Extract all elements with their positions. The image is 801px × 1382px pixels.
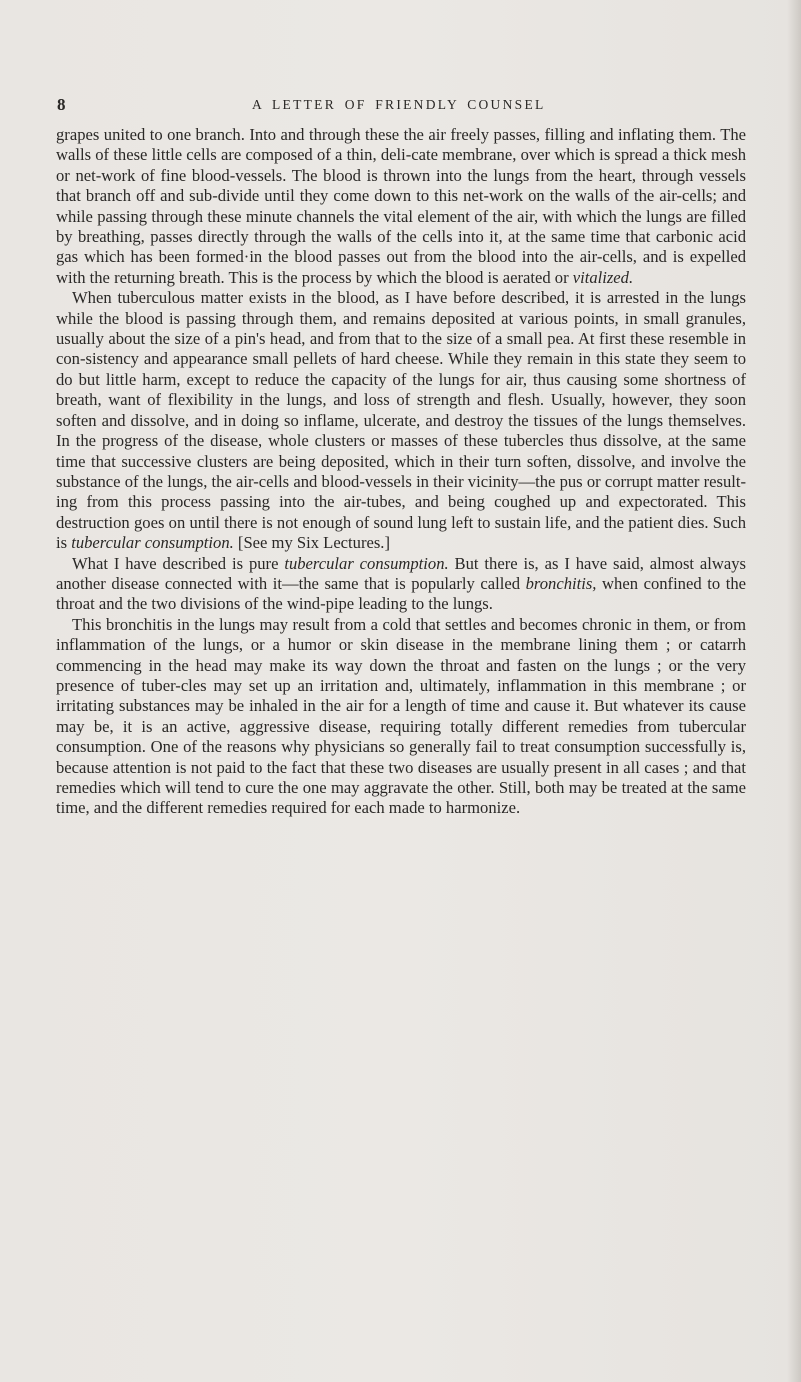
page-number: 8 (57, 95, 66, 114)
running-title: A LETTER OF FRIENDLY COUNSEL (252, 97, 546, 112)
page-header (57, 95, 747, 119)
paragraph-4: This bronchitis in the lungs may result from a cold that settles and becomes chronic in them, or from inflammation of the lungs, or a humor or skin disease in the membrane lining them ; or catarrh commencing in the head may make its way down the throat and fasten on the lungs ; or the very presence of tuber-cles may set up an irritation and, ultimately, inflammation in this membrane ; or irritating substances may be inhaled in the air for a length of time and cause it. But whatever its cause may be, it is an active, aggressive disease, requiring totally different remedies from tubercular consumption. One of the reasons why physicians so generally fail to treat consumption successfully is, because attention is not paid to the fact that these two diseases are usually present in all cases ; and that remedies which will tend to cure the one may aggravate the other. Still, both may be treated at the same time, and the different remedies required for each made to harmonize. (56, 614, 746, 818)
body-text (56, 125, 746, 819)
paragraph-3: What I have described is pure tubercular consumption. But there is, as I have said, almost always another disease connected with it—the same that is popularly called bronchitis, when confined to the throat and the two divisions of the wind-pipe leading to the lungs. (56, 553, 746, 614)
paragraph-1: grapes united to one branch. Into and through these the air freely passes, filling and inflating them. The walls of these little cells are composed of a thin, deli-cate membrane, over which is spread a thick mesh or net-work of fine blood-vessels. The blood is thrown into the lungs from the heart, through vessels that branch off and sub-divide until they come down to this net-work on the walls of the air-cells; and while passing through these minute channels the vital element of the air, with which the lungs are filled by breathing, passes directly through the walls of the cells into it, at the same time that carbonic acid gas which has been formed·in the blood passes out from the blood into the air-cells, and is expelled with the returning breath. This is the process by which the blood is aerated or vitalized. (56, 125, 746, 287)
page-edge-shadow (787, 0, 801, 1382)
paragraph-2: When tuberculous matter exists in the blood, as I have before described, it is arrested in the lungs while the blood is passing through them, and remains deposited at various points, in small granules, usually about the size of a pin's head, and from that to the size of a small pea. At first these resemble in con-sistency and appearance small pellets of hard cheese. While they remain in this state they seem to do but little harm, except to reduce the capacity of the lungs for air, thus causing some shortness of breath, want of flexibility in the lungs, and loss of strength and flesh. Usually, however, they soon soften and dissolve, and in doing so inflame, ulcerate, and destroy the tissues of the lungs themselves. In the progress of the disease, whole clusters or masses of these tubercles thus dissolve, at the same time that successive clusters are being deposited, which in their turn soften, dissolve, and involve the substance of the lungs, the air-cells and blood-vessels in their vicinity—the pus or corrupt matter result-ing from this process passing into the air-tubes, and being coughed up and expectorated. This destruction goes on until there is not enough of sound lung left to sustain life, and the patient dies. Such is tubercular consumption. [See my Six Lectures.] (56, 288, 746, 553)
